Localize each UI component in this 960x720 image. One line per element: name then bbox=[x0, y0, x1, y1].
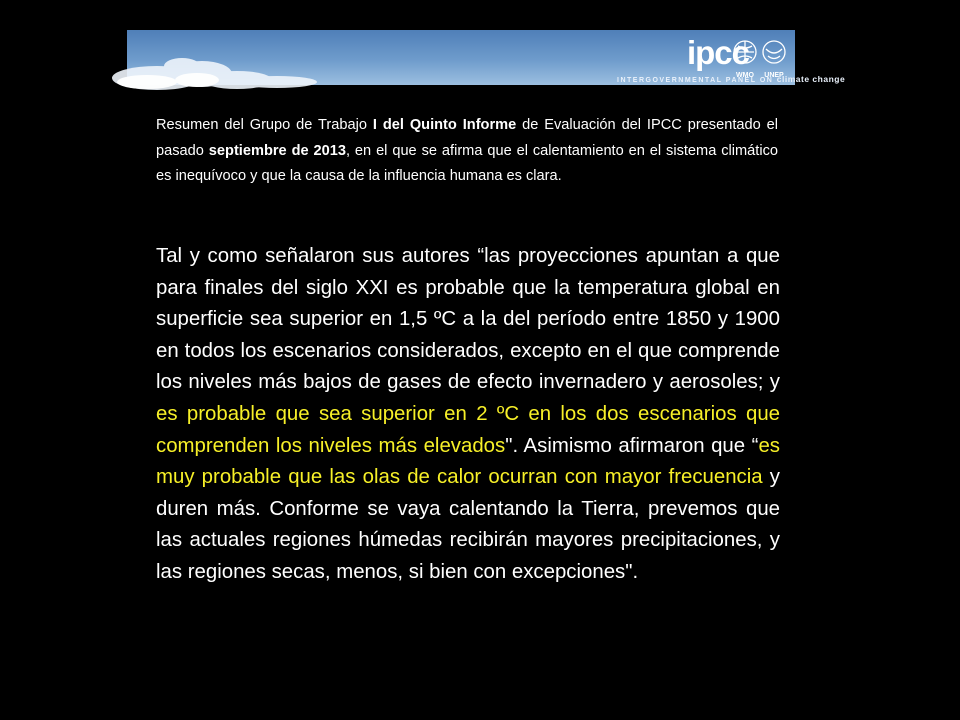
summary-text-1: Resumen del Grupo de Trabajo bbox=[156, 117, 373, 133]
body-text-3: y duren más. Conforme se vaya calentando la Tierra, prevemos que las actuales regiones húmedas recibirán mayores precipitaciones, y las regiones secas, menos, si bien con excepciones". bbox=[156, 466, 780, 583]
main-paragraph bbox=[156, 241, 780, 589]
subtitle-emphasis: climate change bbox=[776, 74, 846, 84]
clouds-image bbox=[127, 30, 357, 85]
body-text-2: ". Asimismo afirmaron que “ bbox=[505, 434, 759, 457]
wmo-unep-emblems bbox=[731, 37, 789, 81]
summary-bold-1: I del Quinto Informe bbox=[372, 117, 517, 133]
summary-bold-2: septiembre de 2013 bbox=[208, 142, 346, 159]
ipcc-header-banner bbox=[127, 30, 846, 85]
summary-paragraph bbox=[156, 113, 778, 190]
emblem-right-label: UNEP bbox=[764, 72, 784, 79]
highlight-quote-1: es probable que sea superior en 2 ºC en los dos escenarios que comprenden los niveles más elevados bbox=[156, 402, 780, 457]
subtitle-prefix: INTERGOVERNMENTAL PANEL ON bbox=[617, 77, 774, 84]
emblem-left-label: WMO bbox=[736, 72, 754, 79]
summary-text-2: de Evaluación del IPCC presentado el pasado bbox=[156, 117, 778, 159]
ipcc-logo: ipcc bbox=[686, 34, 749, 71]
summary-text-3: , en el que se afirma que el calentamiento en el sistema climático es inequívoco y que la causa de la influencia humana es clara. bbox=[156, 142, 778, 184]
highlight-quote-2: es muy probable que las olas de calor ocurran con mayor frecuencia bbox=[156, 434, 780, 489]
body-text-1: Tal y como señalaron sus autores “las proyecciones apuntan a que para finales del siglo XXI es probable que la temperatura global en superficie sea superior en 1,5 ºC a la del período entre 1850 y 1900 en todos los escenarios considerados, excepto en el que comprende los niveles más bajos de gases de efecto invernadero y aerosoles; y bbox=[156, 245, 780, 394]
